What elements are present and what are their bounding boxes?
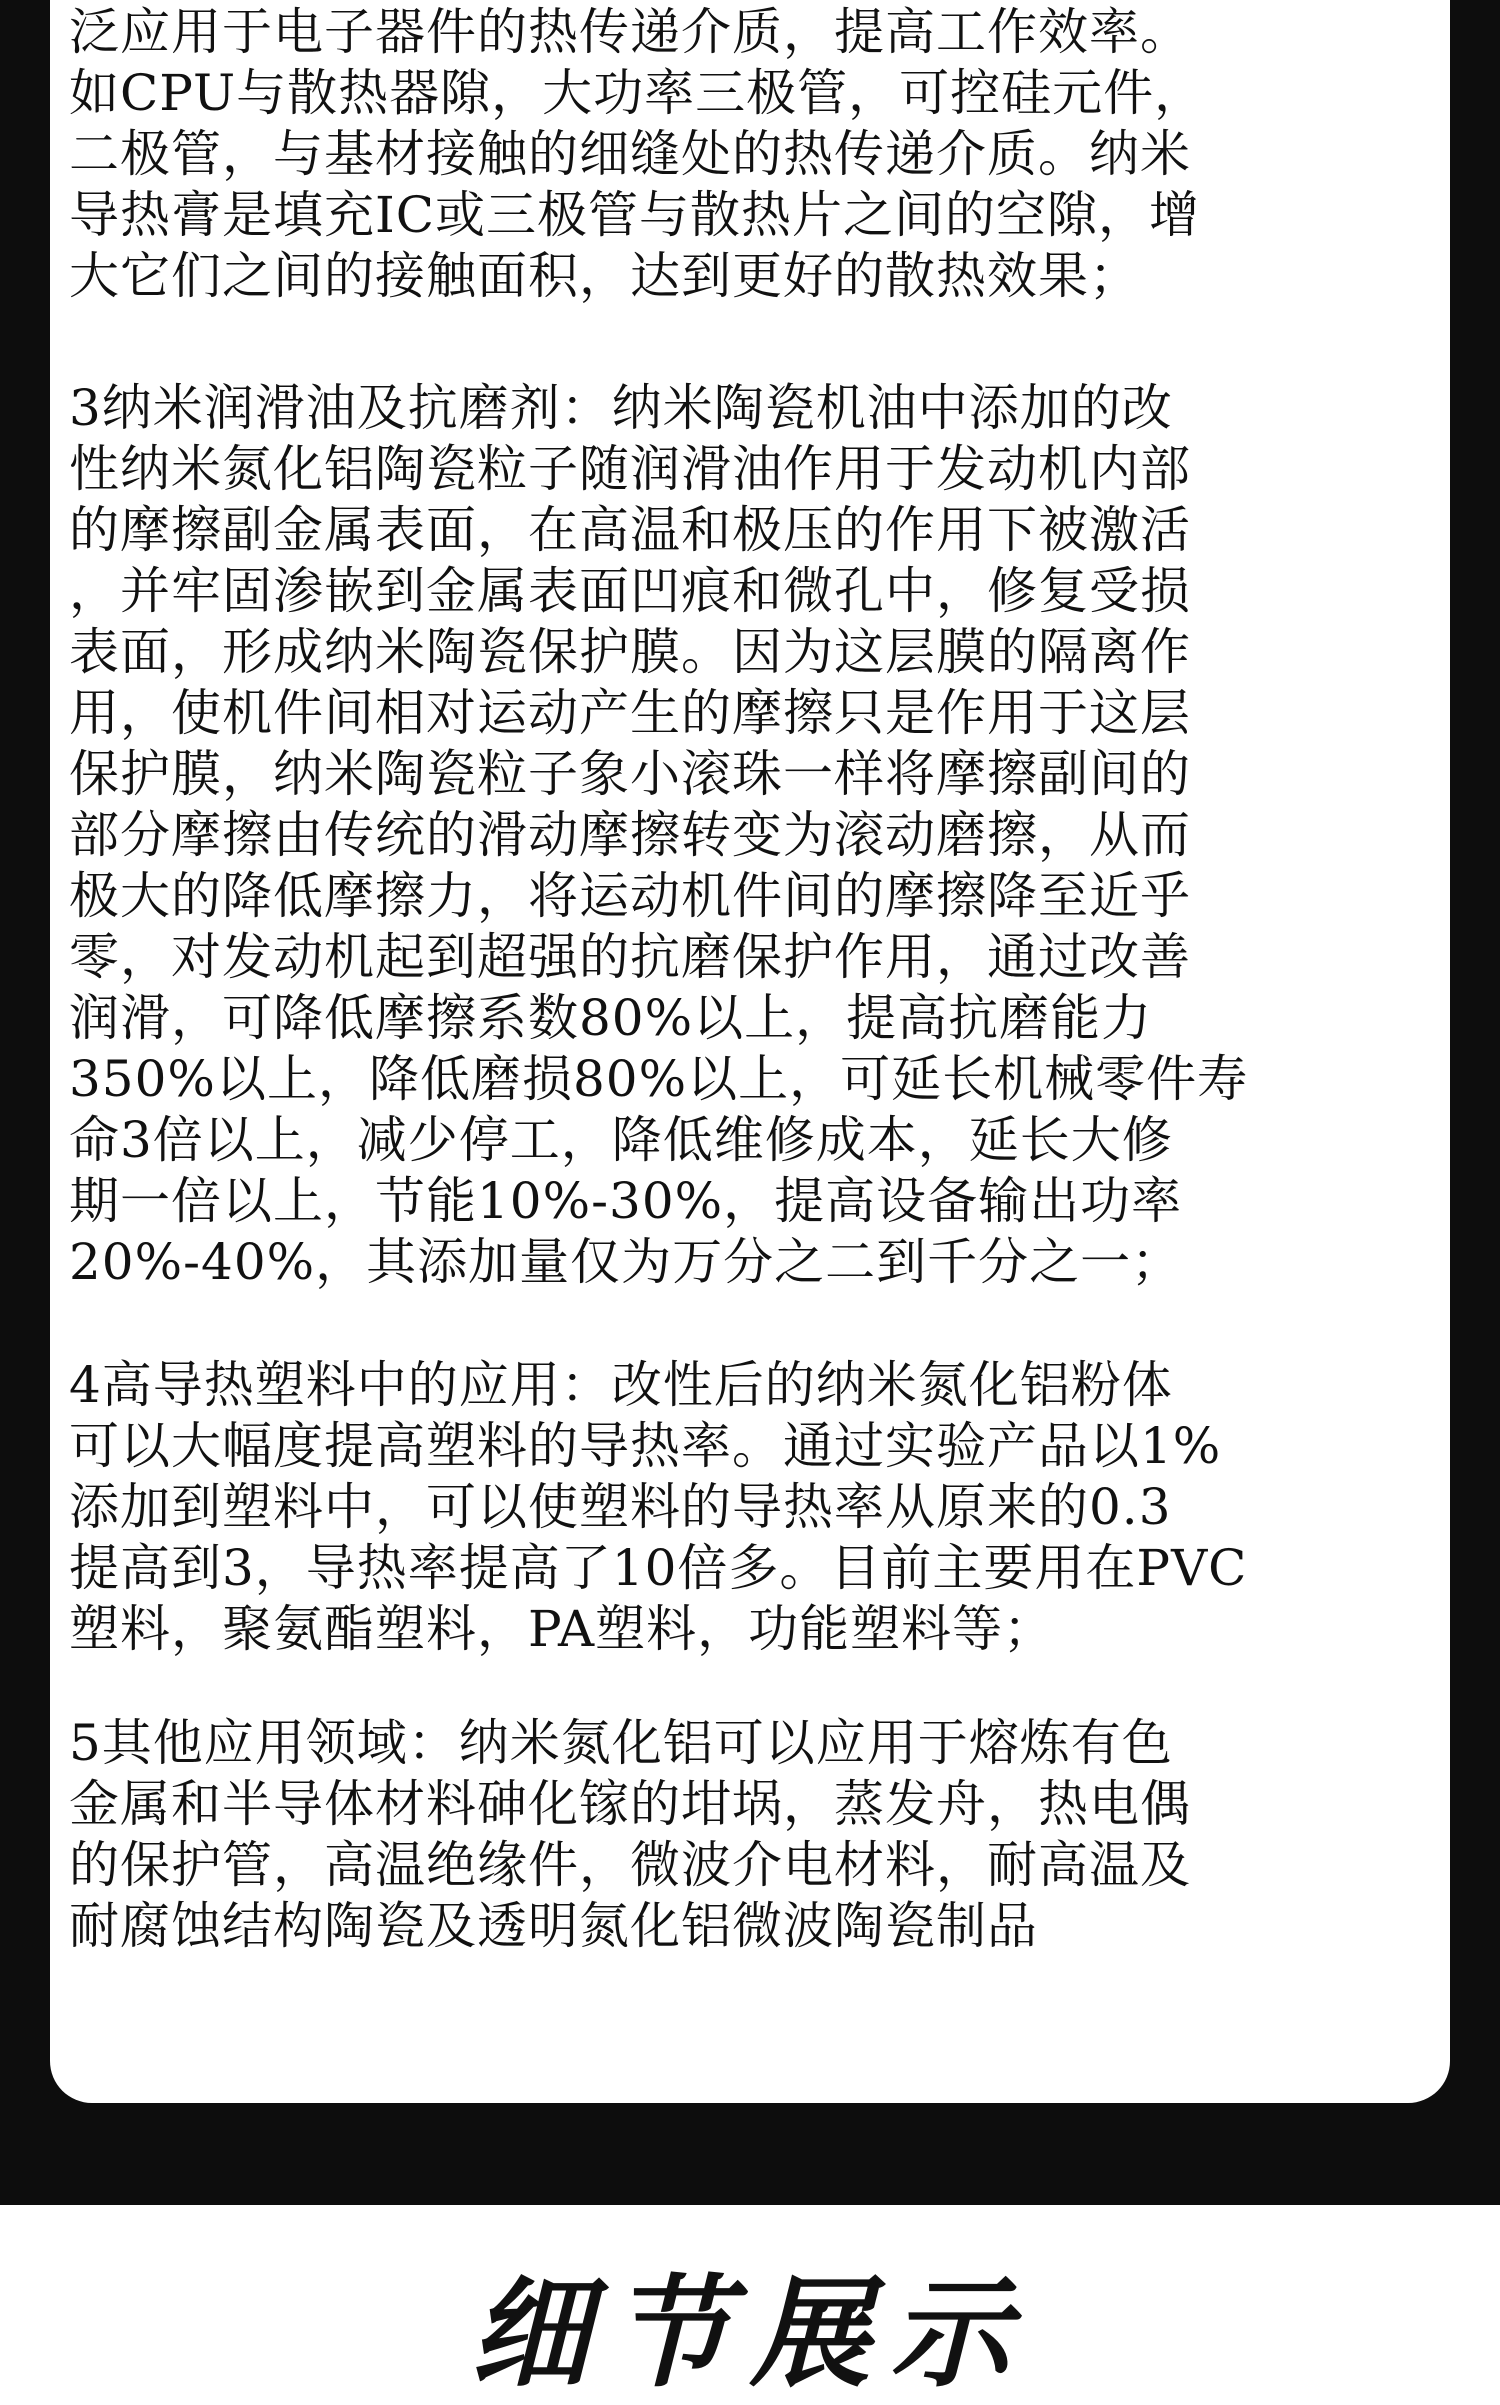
section-title: 细节展示 <box>470 2265 1030 2404</box>
next-section-header <box>0 2205 1500 2404</box>
application-item-5: 5其他应用领域：纳米氮化铝可以应用于熔炼有色 金属和半导体材料砷化镓的坩埚，蒸发舟，热电偶 的保护管，高温绝缘件，微波介电材料，耐高温及 耐腐蚀结构陶瓷及透明氮化铝微波陶瓷制品 <box>69 1714 1191 1955</box>
content-card <box>50 0 1450 2103</box>
application-item-3: 3纳米润滑油及抗磨剂：纳米陶瓷机油中添加的改 性纳米氮化铝陶瓷粒子随润滑油作用于发动机内部 的摩擦副金属表面，在高温和极压的作用下被激活 ，并牢固渗嵌到金属表面凹痕和微孔中，修复受损 表面，形成纳米陶瓷保护膜。因为这层膜的隔离作 用，使机件间相对运动产生的摩擦只是作用于这层 保护膜，纳米陶瓷粒子象小滚珠一样将摩擦副间的 部分摩擦由传统的滑动摩擦转变为滚动磨擦，从而 极大的降低摩擦力，将运动机件间的摩擦降至近乎 零，对发动机起到超强的抗磨保护作用，通过改善 润滑，可降低摩擦系数80%以上，提高抗磨能力 350%以上，降低磨损80%以上，可延长机械零件寿 命3倍以上，减少停工，降低维修成本，延长大修 期一倍以上，节能10%-30%，提高设备输出功率 20%-40%，其添加量仅为万分之二到千分之一； <box>69 379 1249 1291</box>
intro-paragraph: 泛应用于电子器件的热传递介质，提高工作效率。 如CPU与散热器隙，大功率三极管，可控硅元件， 二极管，与基材接触的细缝处的热传递介质。纳米 导热膏是填充IC或三极管与散热片之间的空隙，增 大它们之间的接触面积，达到更好的散热效果； <box>69 3 1206 305</box>
application-item-4: 4高导热塑料中的应用：改性后的纳米氮化铝粉体 可以大幅度提高塑料的导热率。通过实验产品以1% 添加到塑料中，可以使塑料的导热率从原来的0.3 提高到3，导热率提高了10倍多。目前主要用在PVC 塑料，聚氨酯塑料，PA塑料，功能塑料等； <box>69 1356 1248 1658</box>
